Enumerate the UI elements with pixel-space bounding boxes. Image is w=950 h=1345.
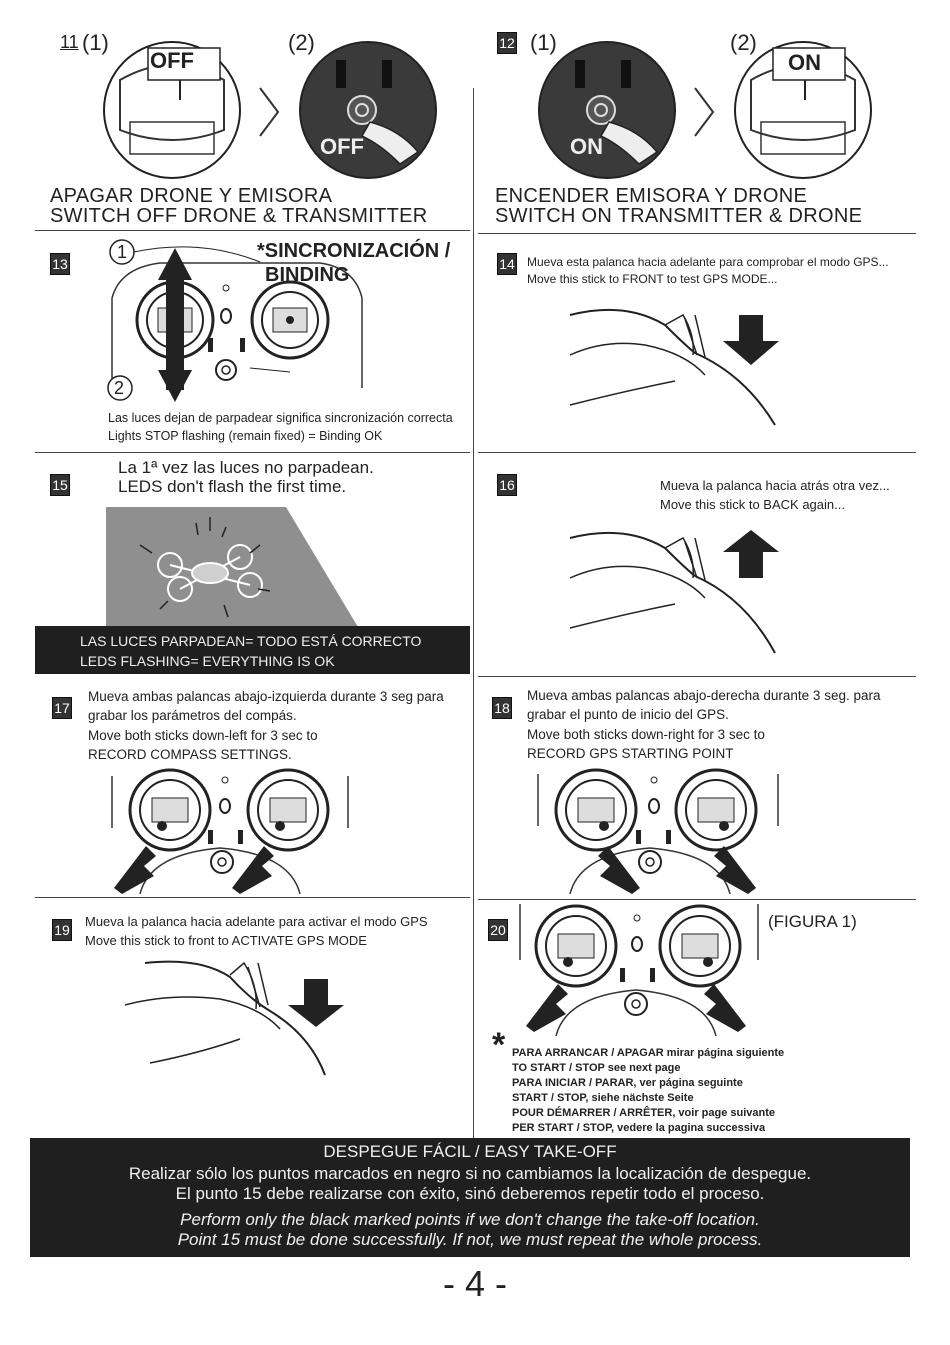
step-14-text-es: Mueva esta palanca hacia adelante para comprobar el modo GPS... [527, 255, 889, 269]
step-17-line4: RECORD COMPASS SETTINGS. [88, 747, 292, 762]
step-20-note-5: POUR DÉMARRER / ARRÊTER, voir page suivante [512, 1107, 776, 1119]
step-13-marker-2: 2 [114, 378, 125, 398]
step-18-illustration [520, 766, 790, 896]
step-11-sub1: (1) [82, 30, 109, 55]
step-19-illustration [120, 955, 370, 1080]
step-13-heading-en: BINDING [265, 264, 350, 286]
step-16-arrow-up [723, 530, 779, 552]
step-11-number: 11 [60, 32, 79, 52]
step-15-banner [35, 626, 470, 674]
step-11-title-en: SWITCH OFF DRONE & TRANSMITTER [50, 205, 428, 227]
step-20-asterisk: * [492, 1026, 506, 1064]
step-19-badge: 19 [52, 919, 72, 941]
step-17-line1: Mueva ambas palancas abajo-izquierda durante 3 seg para [88, 689, 444, 704]
step-20-badge: 20 [488, 919, 508, 941]
step-19-text-es: Mueva la palanca hacia adelante para activar el modo GPS [85, 914, 428, 929]
step-12-badge: 12 [497, 32, 517, 54]
row-divider-1-left [35, 230, 470, 231]
step-20-arrow-left [526, 984, 568, 1032]
arrow-up-shape [158, 248, 192, 280]
step-13-note-en: Lights STOP flashing (remain fixed) = Binding OK [108, 429, 383, 443]
step-19-arrow-down [288, 1005, 344, 1027]
step-13-badge: 13 [50, 253, 70, 275]
step-14-badge: 14 [497, 253, 517, 275]
step-18-line2: grabar el punto de inicio del GPS. [527, 707, 729, 722]
step-16-text-es: Mueva la palanca hacia atrás otra vez... [660, 478, 890, 493]
on-label-button: ON [570, 134, 603, 159]
step-20-note-4: START / STOP, siehe nächste Seite [512, 1092, 694, 1104]
step-20-note-3: PARA INICIAR / PARAR, ver página seguinte [512, 1077, 743, 1089]
arrow-down-shape [158, 370, 192, 402]
easy-takeoff-title: DESPEGUE FÁCIL / EASY TAKE-OFF [323, 1142, 617, 1161]
step-20-note-6: PER START / STOP, vedere la pagina successiva [512, 1122, 766, 1134]
step-12-sub1: (1) [530, 30, 557, 55]
step-17-arrow-left [114, 846, 156, 894]
step-15-text-es: La 1ª vez las luces no parpadean. [118, 458, 374, 477]
step-11-sub2: (2) [288, 30, 315, 55]
center-divider [473, 88, 474, 1138]
easy-takeoff-es-line1: Realizar sólo los puntos marcados en negro si no cambiamos la localización de despegue. [128, 1164, 812, 1183]
easy-takeoff-banner [30, 1138, 910, 1257]
step-18-arrow-right [714, 846, 756, 894]
page-number: - 4 - [442, 1263, 507, 1304]
easy-takeoff-en-line2: Point 15 must be done successfully. If not, we must repeat the whole process. [177, 1230, 763, 1249]
step-14-arrow-down [723, 341, 779, 365]
step-14-illustration [565, 295, 815, 440]
step-20-note-1: PARA ARRANCAR / APAGAR mirar página siguiente [512, 1047, 785, 1059]
easy-takeoff-es-line2: El punto 15 debe realizarse con éxito, sinó deberemos repetir todo el proceso. [175, 1184, 765, 1203]
row-divider-2-left [35, 452, 470, 453]
step-13-heading-es: *SINCRONIZACIÓN / [257, 240, 451, 262]
step-18-line3: Move both sticks down-right for 3 sec to [527, 727, 765, 742]
row-divider-1-right [478, 233, 916, 234]
step-20-note-2: TO START / STOP see next page [512, 1062, 681, 1074]
step-15-badge: 15 [50, 474, 70, 496]
step-15-text-en: LEDS don't flash the first time. [118, 477, 347, 496]
row-divider-4-left [35, 897, 470, 898]
step-18-badge: 18 [492, 697, 512, 719]
step-16-text-en: Move this stick to BACK again... [660, 497, 845, 512]
step-20-arrow-right [704, 984, 746, 1032]
step-17-badge: 17 [52, 697, 72, 719]
step-17-line2: grabar los parámetros del compás. [88, 708, 297, 723]
easy-takeoff-en-line1: Perform only the black marked points if we don't change the take-off location. [180, 1210, 760, 1229]
step-18-line1: Mueva ambas palancas abajo-derecha durante 3 seg. para [527, 688, 881, 703]
step-20-figure-label: (FIGURA 1) [768, 912, 857, 931]
step-14-text-en: Move this stick to FRONT to test GPS MODE... [527, 272, 778, 286]
step-15-banner-es: LAS LUCES PARPADEAN= TODO ESTÁ CORRECTO [80, 633, 422, 649]
step-16-badge: 16 [497, 474, 517, 496]
step-20-illustration [510, 900, 765, 1040]
step-15-banner-en: LEDS FLASHING= EVERYTHING IS OK [80, 653, 335, 669]
step-17-illustration [100, 768, 360, 896]
step-20-notes [512, 1046, 892, 1136]
step-19-text-en: Move this stick to front to ACTIVATE GPS MODE [85, 933, 367, 948]
on-label-drone: ON [788, 50, 821, 75]
step-13-note-es: Las luces dejan de parpadear significa sincronización correcta [108, 411, 453, 425]
step-17-line3: Move both sticks down-left for 3 sec to [88, 728, 318, 743]
step-15-illustration [100, 505, 360, 630]
row-divider-3-right [478, 676, 916, 677]
step-12-title-en: SWITCH ON TRANSMITTER & DRONE [495, 205, 863, 227]
step-18-line4: RECORD GPS STARTING POINT [527, 746, 734, 761]
step-13-marker-1: 1 [117, 242, 128, 262]
step-16-illustration [565, 518, 815, 658]
off-label-transmitter: OFF [150, 48, 194, 73]
row-divider-2-right [478, 452, 916, 453]
step-11-title-es: APAGAR DRONE Y EMISORA [50, 185, 333, 207]
step-12-sub2: (2) [730, 30, 757, 55]
off-label-button: OFF [320, 134, 364, 159]
step-12-title-es: ENCENDER EMISORA Y DRONE [495, 185, 808, 207]
